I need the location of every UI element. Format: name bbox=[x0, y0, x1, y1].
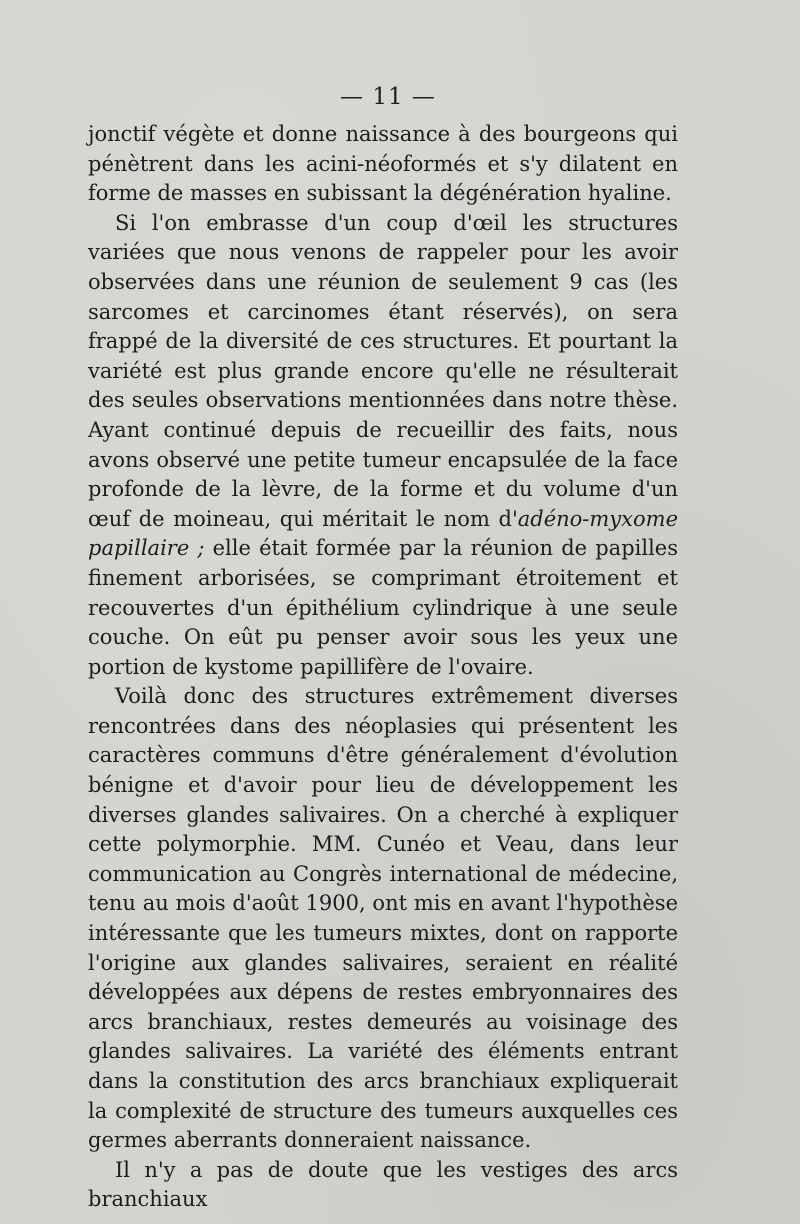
paragraph-continuation: jonctif végète et donne naissance à des bourgeons qui pénètrent dans les acini-néoformés et s'y dilatent en forme de masses en subissant la dégénération hyaline. bbox=[88, 122, 678, 206]
paragraph-structures bbox=[88, 209, 678, 683]
paragraph-polymorphie: Voilà donc des structures extrêmement diverses rencontrées dans des néoplasies qui présentent les caractères communs d'être généralement d'évolution bénigne et d'avoir pour lieu de développement les diverses glandes salivaires. On a cherché à expliquer cette polymorphie. MM. Cunéo et Veau, dans leur communication au Congrès international de médecine, tenu au mois d'août 1900, ont mis en avant l'hypothèse intéressante que les tumeurs mixtes, dont on rapporte l'origine aux glandes salivaires, seraient en réalité développées aux dépens de restes embryonnaires des arcs branchiaux, restes demeurés au voisinage des glandes salivaires. La variété des éléments entrant dans la constitution des arcs branchiaux expliquerait la complexité de structure des tumeurs auxquelles ces germes aberrants donneraient naissance. bbox=[88, 684, 678, 1153]
italic-term: adéno-myxome papillaire ; bbox=[88, 506, 678, 561]
body-text bbox=[88, 120, 678, 1215]
paragraph-arcs-branchiaux: Il n'y a pas de doute que les vestiges des arcs branchiaux bbox=[88, 1157, 678, 1212]
paragraph-text: elle était formée par la réunion de papilles finement arborisées, se comprimant étroitement et recouvertes d'un épithélium cylindrique à une seule couche. On eût pu penser avoir sous les yeux une portion de kystome papillifère de l'ovaire. bbox=[88, 536, 678, 679]
paragraph-text: Si l'on embrasse d'un coup d'œil les structures variées que nous venons de rappeler pour les avoir observées dans une réunion de seulement 9 cas (les sarcomes et carcinomes étant réservés), on sera frappé de la diversité de ces structures. Et pourtant la variété est plus grande encore qu'elle ne résulterait des seules observations mentionnées dans notre thèse. Ayant continué depuis de recueillir des faits, nous avons observé une petite tumeur encapsulée de la face profonde de la lèvre, de la forme et du volume d'un œuf de moineau, qui méritait le nom d' bbox=[88, 210, 678, 531]
page-number: — 11 — bbox=[340, 84, 436, 110]
